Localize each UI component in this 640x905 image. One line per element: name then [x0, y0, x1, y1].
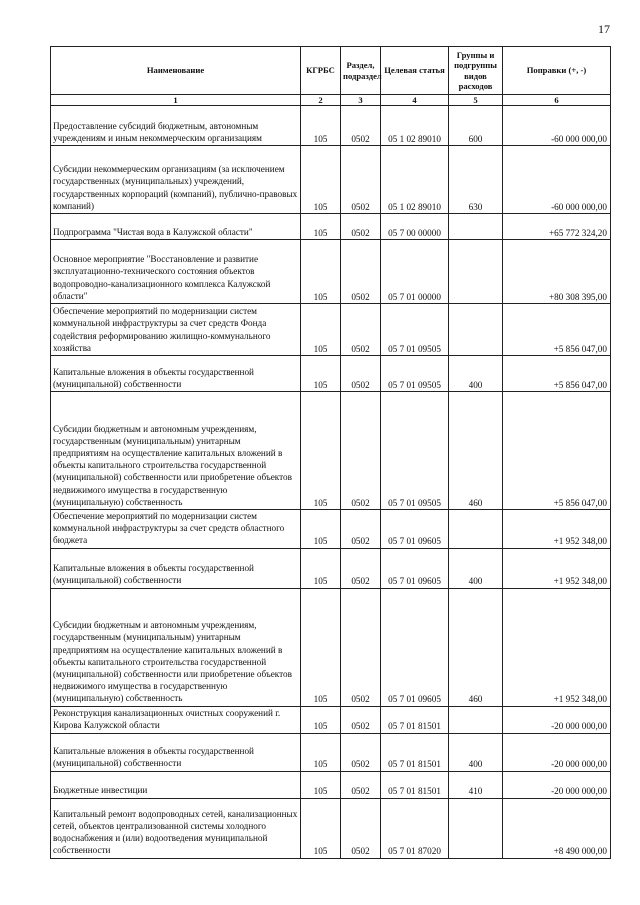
table-row	[51, 588, 611, 706]
row-name: Субсидии бюджетным и автономным учреждениям, государственным (муниципальным) унитарным предприятиям на осуществление капитальных вложений в объекты капитального строительства государственной (муниципальной) собственности или приобретение объектов недвижимого имущества в государственную (муниципальную) собственность	[51, 588, 301, 706]
table-row	[51, 304, 611, 356]
row-kgrbs: 105	[301, 240, 341, 304]
header-kgrbs: КГРБС	[301, 47, 341, 95]
row-name: Обеспечение мероприятий по модернизации систем коммунальной инфраструктуры за счет средств областного бюджета	[51, 510, 301, 549]
column-number: 3	[341, 95, 381, 106]
header-target: Целевая статья	[381, 47, 449, 95]
row-kgrbs: 105	[301, 510, 341, 549]
row-target: 05 7 01 81501	[381, 771, 449, 798]
row-target: 05 7 01 00000	[381, 240, 449, 304]
row-name: Предоставление субсидий бюджетным, автономным учреждениям и иным некоммерческим организациям	[51, 106, 301, 146]
row-kgrbs: 105	[301, 146, 341, 214]
row-group: 400	[449, 548, 503, 588]
column-number: 4	[381, 95, 449, 106]
row-section: 0502	[341, 771, 381, 798]
row-group	[449, 510, 503, 549]
row-group: 630	[449, 146, 503, 214]
table-row	[51, 733, 611, 771]
row-group	[449, 240, 503, 304]
row-group: 460	[449, 392, 503, 510]
row-section: 0502	[341, 356, 381, 392]
row-group: 460	[449, 588, 503, 706]
table-row	[51, 240, 611, 304]
row-amount: +65 772 324,20	[503, 214, 611, 240]
row-amount: +80 308 395,00	[503, 240, 611, 304]
row-section: 0502	[341, 588, 381, 706]
row-kgrbs: 105	[301, 771, 341, 798]
table-row	[51, 771, 611, 798]
header-amendments: Поправки (+, -)	[503, 47, 611, 95]
row-kgrbs: 105	[301, 214, 341, 240]
column-number: 2	[301, 95, 341, 106]
row-target: 05 7 01 09605	[381, 548, 449, 588]
row-target: 05 7 01 09505	[381, 356, 449, 392]
table-row	[51, 548, 611, 588]
row-target: 05 7 00 00000	[381, 214, 449, 240]
row-group	[449, 798, 503, 858]
table-row	[51, 798, 611, 858]
row-kgrbs: 105	[301, 392, 341, 510]
row-amount: +8 490 000,00	[503, 798, 611, 858]
row-target: 05 7 01 09505	[381, 304, 449, 356]
row-section: 0502	[341, 548, 381, 588]
header-name: Наименование	[51, 47, 301, 95]
table-row	[51, 392, 611, 510]
row-group: 400	[449, 356, 503, 392]
table-row	[51, 356, 611, 392]
row-name: Субсидии бюджетным и автономным учреждениям, государственным (муниципальным) унитарным предприятиям на осуществление капитальных вложений в объекты капитального строительства государственной (муниципальной) собственности или приобретение объектов недвижимого имущества в государственную (муниципальную) собственность	[51, 392, 301, 510]
row-amount: -20 000 000,00	[503, 733, 611, 771]
row-group: 400	[449, 733, 503, 771]
row-kgrbs: 105	[301, 588, 341, 706]
row-name: Капитальные вложения в объекты государственной (муниципальной) собственности	[51, 733, 301, 771]
header-section: Раздел, подраздел	[341, 47, 381, 95]
row-name: Обеспечение мероприятий по модернизации систем коммунальной инфраструктуры за счет средств Фонда содействия реформированию жилищно-коммунального хозяйства	[51, 304, 301, 356]
row-amount: +1 952 348,00	[503, 548, 611, 588]
row-section: 0502	[341, 146, 381, 214]
row-target: 05 7 01 81501	[381, 706, 449, 733]
row-amount: -60 000 000,00	[503, 106, 611, 146]
row-kgrbs: 105	[301, 548, 341, 588]
table-row	[51, 706, 611, 733]
row-section: 0502	[341, 733, 381, 771]
row-target: 05 7 01 87020	[381, 798, 449, 858]
row-section: 0502	[341, 240, 381, 304]
table-row	[51, 510, 611, 549]
row-amount: -20 000 000,00	[503, 771, 611, 798]
row-kgrbs: 105	[301, 798, 341, 858]
row-kgrbs: 105	[301, 733, 341, 771]
row-section: 0502	[341, 706, 381, 733]
row-target: 05 7 01 09505	[381, 392, 449, 510]
row-name: Субсидии некоммерческим организациям (за исключением государственных (муниципальных) учреждений, государственных корпораций (компаний), публично-правовых компаний)	[51, 146, 301, 214]
row-kgrbs: 105	[301, 304, 341, 356]
row-group	[449, 706, 503, 733]
table-row	[51, 146, 611, 214]
row-target: 05 7 01 09605	[381, 588, 449, 706]
row-amount: +5 856 047,00	[503, 356, 611, 392]
row-target: 05 1 02 89010	[381, 146, 449, 214]
row-target: 05 7 01 81501	[381, 733, 449, 771]
row-section: 0502	[341, 214, 381, 240]
table-row	[51, 214, 611, 240]
row-name: Капитальные вложения в объекты государственной (муниципальной) собственности	[51, 356, 301, 392]
row-section: 0502	[341, 106, 381, 146]
row-name: Капитальный ремонт водопроводных сетей, канализационных сетей, объектов централизованной системы холодного водоснабжения и (или) водоотведения муниципальной собственности	[51, 798, 301, 858]
column-number: 6	[503, 95, 611, 106]
header-row	[51, 47, 611, 95]
budget-amendments-table	[50, 46, 611, 859]
row-group	[449, 304, 503, 356]
row-group: 410	[449, 771, 503, 798]
column-number: 5	[449, 95, 503, 106]
row-amount: +5 856 047,00	[503, 304, 611, 356]
row-name: Бюджетные инвестиции	[51, 771, 301, 798]
row-section: 0502	[341, 392, 381, 510]
row-group	[449, 214, 503, 240]
column-number: 1	[51, 95, 301, 106]
header-groups: Группы и подгруппы видов расходов	[449, 47, 503, 95]
row-amount: -60 000 000,00	[503, 146, 611, 214]
row-section: 0502	[341, 510, 381, 549]
row-section: 0502	[341, 304, 381, 356]
row-name: Подпрограмма "Чистая вода в Калужской области"	[51, 214, 301, 240]
row-amount: +1 952 348,00	[503, 588, 611, 706]
row-name: Капитальные вложения в объекты государственной (муниципальной) собственности	[51, 548, 301, 588]
row-name: Основное мероприятие "Восстановление и развитие эксплуатационно-технического состояния объектов водопроводно-канализационного комплекса Калужской области"	[51, 240, 301, 304]
row-kgrbs: 105	[301, 706, 341, 733]
row-amount: +1 952 348,00	[503, 510, 611, 549]
column-number-row	[51, 95, 611, 106]
table-row	[51, 106, 611, 146]
row-kgrbs: 105	[301, 106, 341, 146]
row-section: 0502	[341, 798, 381, 858]
row-target: 05 7 01 09605	[381, 510, 449, 549]
row-amount: +5 856 047,00	[503, 392, 611, 510]
row-amount: -20 000 000,00	[503, 706, 611, 733]
page-number: 17	[598, 22, 610, 36]
row-target: 05 1 02 89010	[381, 106, 449, 146]
row-group: 600	[449, 106, 503, 146]
row-kgrbs: 105	[301, 356, 341, 392]
row-name: Реконструкция канализационных очистных сооружений г. Кирова Калужской области	[51, 706, 301, 733]
